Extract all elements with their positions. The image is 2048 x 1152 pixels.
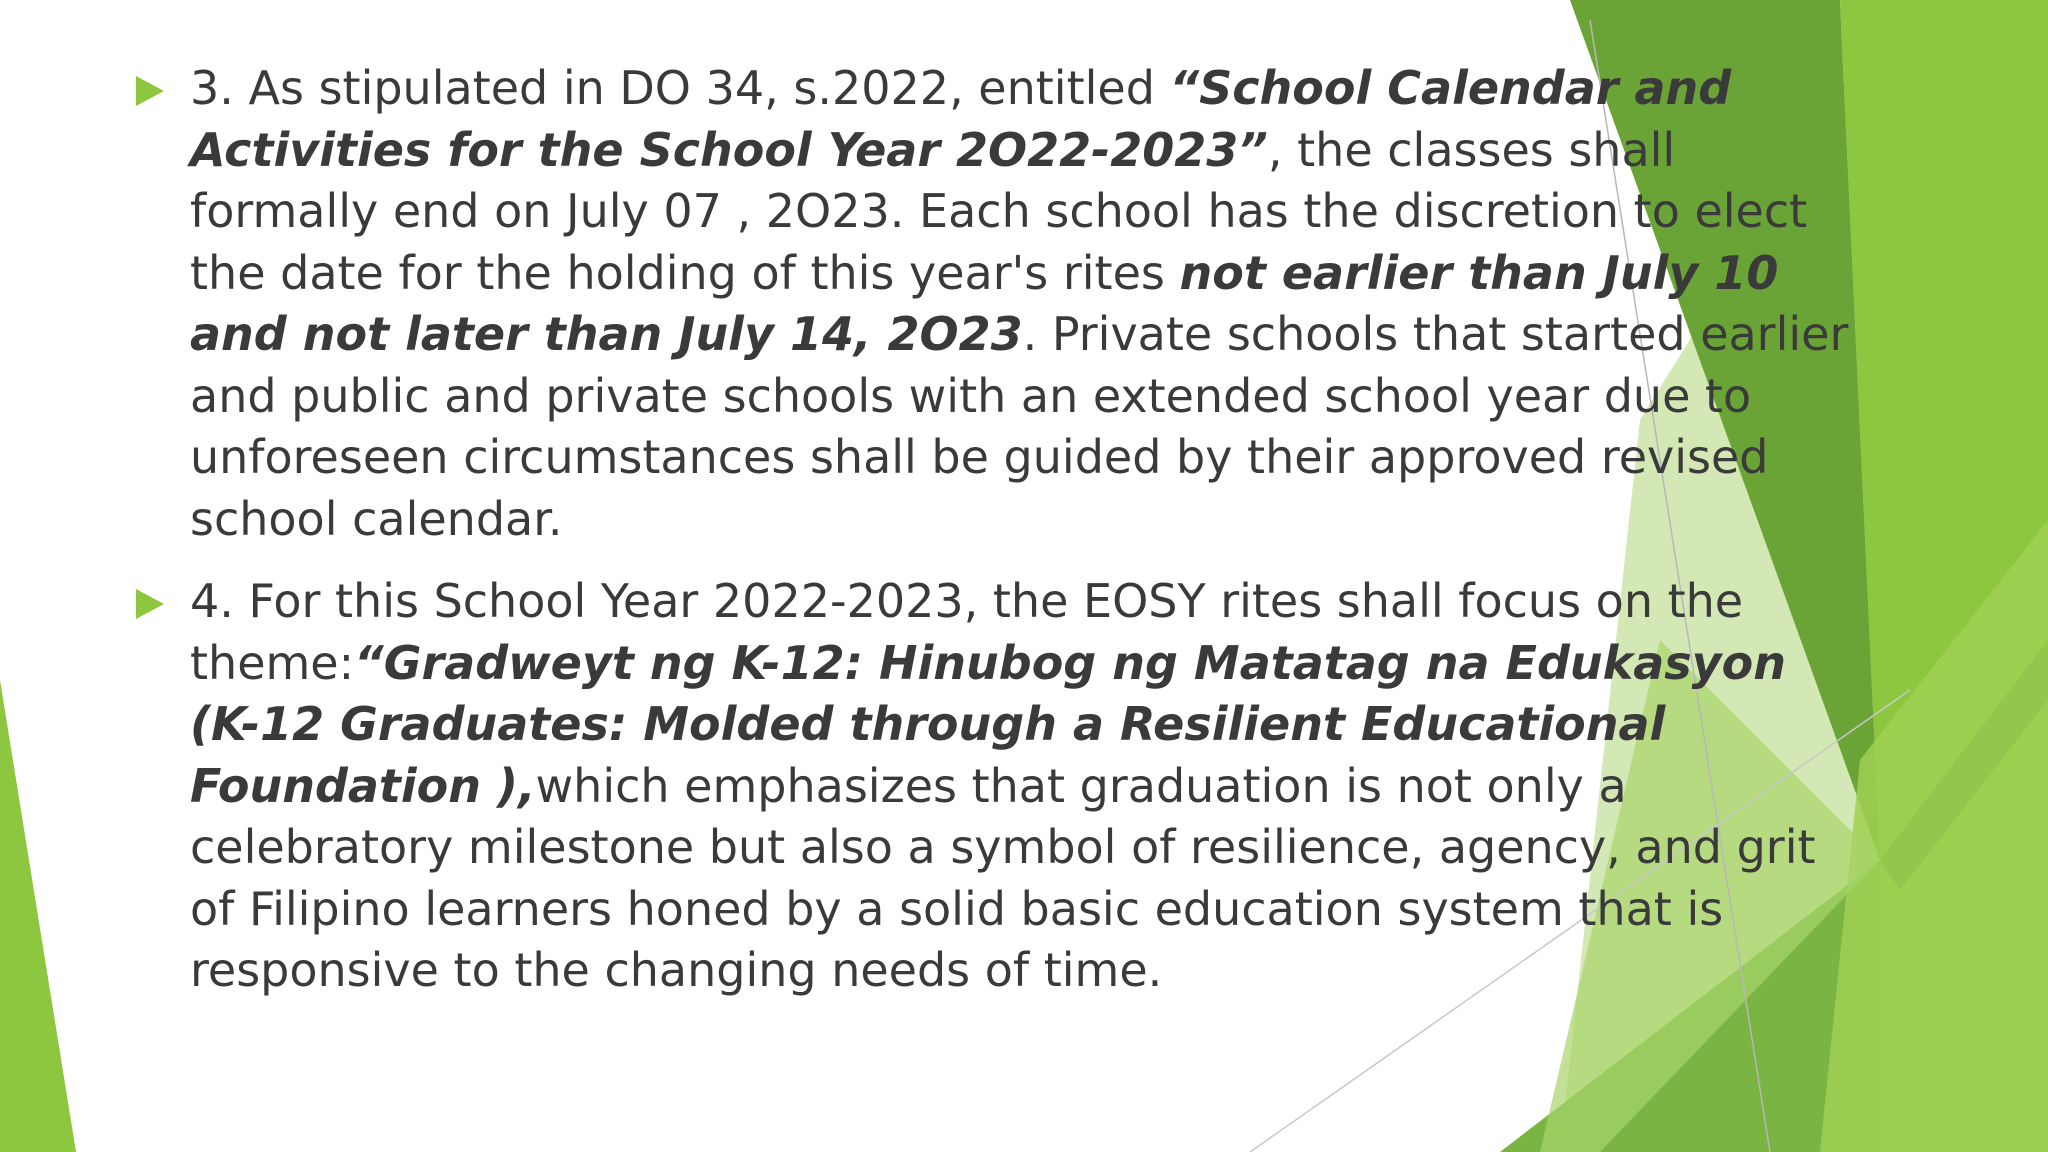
left-edge-facet <box>0 680 76 1152</box>
triangle-right-icon <box>136 76 164 106</box>
bullet-4-text-2: which emphasizes that graduation is not only a celebratory milestone but also a symbol of resilience, agency, and grit of Filipino learners honed by a solid basic education system that is responsive to the changing needs of time. <box>190 758 1816 997</box>
bullet-3-date-emphasis: not earlier than July 10 and not later than July 14, 2O23 <box>190 245 1779 361</box>
slide-content <box>132 58 1852 1002</box>
bullet-3-text-3: . Private schools that started earlier and public and private schools with an extended school year due to unforeseen circumstances shall be guided by their approved revised school calendar. <box>190 307 1849 546</box>
bullet-3-text-2: , the classes shall formally end on July 07 , 2O23. Each school has the discretion to elect the date for the holding of this year's rites <box>190 122 1808 300</box>
bullet-3-title-emphasis: “School Calendar and Activities for the School Year 2O22-2023” <box>190 61 1732 177</box>
bullet-4-theme-emphasis: “Gradweyt ng K-12: Hinubog ng Matatag na Edukasyon (K-12 Graduates: Molded through a Resilient Educational Foundation ), <box>190 635 1786 813</box>
bullet-3-text: 3. As stipulated in DO 34, s.2022, entitled <box>190 61 1170 115</box>
bullet-item-4 <box>132 571 1852 1002</box>
triangle-right-icon <box>136 589 164 619</box>
bullet-item-3 <box>132 58 1852 550</box>
bullet-4-text: 4. For this School Year 2022-2023, the EOSY rites shall focus on the theme: <box>190 574 1744 690</box>
